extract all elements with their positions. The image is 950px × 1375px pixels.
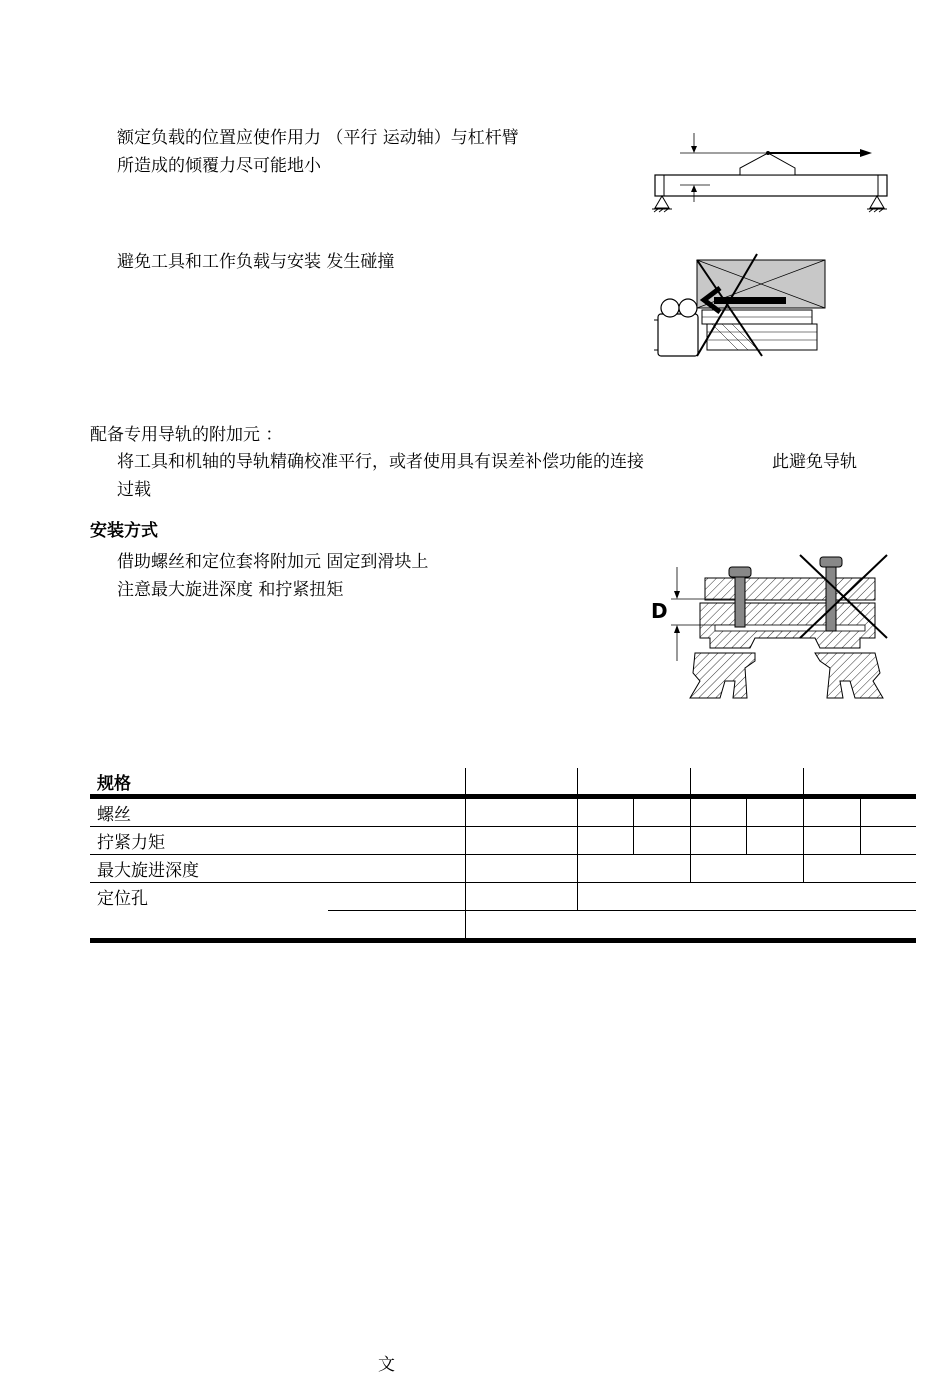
row-label-locating-hole: 定位孔 [97, 889, 148, 910]
row-label-screw: 螺丝 [90, 797, 328, 827]
collision-warning-diagram [652, 252, 832, 362]
guide-alignment-text-line2: 过载 [117, 480, 151, 500]
table-row [90, 827, 916, 855]
row-label-torque: 拧紧力矩 [90, 827, 328, 855]
load-position-text-line1: 额定负载的位置应使作用力 （平行 运动轴）与杠杆臂 [117, 128, 519, 148]
load-position-text-line2: 所造成的倾覆力尽可能地小 [117, 156, 321, 176]
table-row [90, 911, 916, 941]
table-row [90, 855, 916, 883]
row-label-max-depth: 最大旋进深度 [90, 855, 328, 883]
table-header-row [90, 768, 916, 797]
footer-text: 文 [378, 1355, 395, 1375]
mounting-method-heading: 安装方式 [90, 521, 158, 541]
header-spec-cell: 规格 [90, 768, 328, 797]
spec-table [90, 768, 916, 943]
special-guide-heading: 配备专用导轨的附加元 ： [90, 425, 283, 445]
table-row [90, 797, 916, 827]
mounting-text-line2: 注意最大旋进深度 和拧紧扭矩 [117, 580, 344, 600]
lever-arm-diagram [650, 128, 895, 218]
depth-label: D [651, 599, 668, 623]
mounting-cross-section-diagram [665, 553, 895, 703]
guide-alignment-text-line1: 将工具和机轴的导轨精确校准平行，或者使用具有误差补偿功能的连接 [117, 452, 644, 472]
mounting-text-line1: 借助螺丝和定位套将附加元 固定到滑块上 [117, 552, 429, 572]
guide-alignment-text-line1b: 此避免导轨 [772, 452, 857, 472]
avoid-collision-text: 避免工具和工作负载与安装 发生碰撞 [117, 252, 395, 272]
table-row [90, 883, 916, 911]
